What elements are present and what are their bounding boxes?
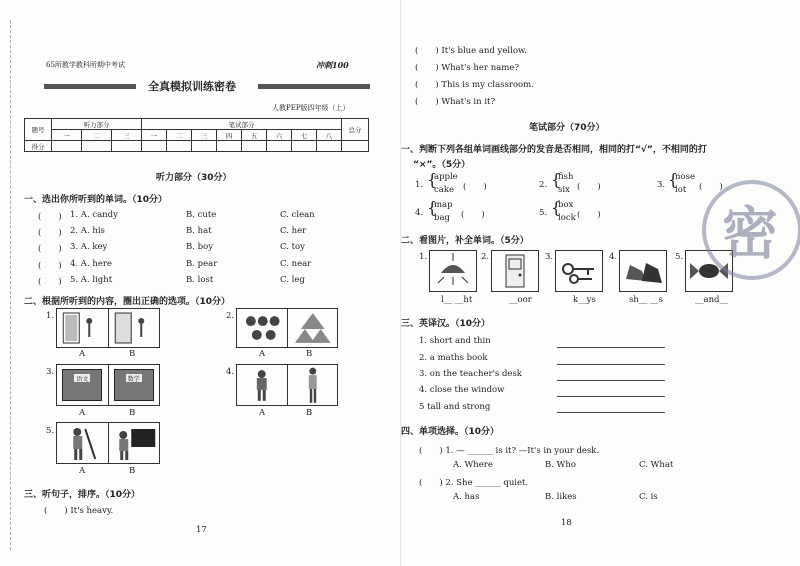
title-bar-right — [258, 84, 370, 89]
score-cell[interactable] — [142, 141, 167, 152]
keys-picture — [555, 250, 603, 292]
label-a: A — [259, 349, 266, 359]
book-label-chinese: 语文 — [76, 376, 89, 383]
label-a: A — [79, 466, 86, 476]
label-b: B — [306, 408, 313, 418]
score-cell[interactable] — [112, 141, 142, 152]
pair-word: bag — [434, 213, 450, 223]
pair-word: six — [558, 185, 570, 195]
right-page — [400, 0, 800, 566]
s2-num: 2. — [226, 311, 235, 321]
door-closed-picture[interactable] — [109, 309, 160, 347]
mc-option[interactable]: A. has — [453, 492, 480, 502]
pair-word: cake — [434, 185, 455, 195]
paper-title: 全真模拟训练密卷 — [148, 80, 236, 93]
shoes-picture — [619, 250, 667, 292]
s1-option-a: 4. A. here — [70, 259, 112, 269]
col-num: 八 — [317, 130, 342, 141]
s1-option-c: C. near — [280, 259, 312, 269]
pair-answer[interactable]: ( ) — [577, 182, 601, 192]
pair-num: 2. — [539, 180, 548, 190]
s1-option-c: C. leg — [280, 275, 305, 285]
label-b: B — [129, 408, 136, 418]
s2-pictures-4 — [236, 364, 338, 406]
blank-word[interactable]: __oor — [509, 295, 532, 305]
score-cell[interactable] — [242, 141, 267, 152]
exam-source: 65所教学教科所期中考试 — [46, 61, 125, 69]
col-title: 题号 — [25, 119, 52, 141]
pair-word: map — [434, 200, 453, 210]
s1-option-b: B. pear — [186, 259, 218, 269]
s1-option-c: C. clean — [280, 210, 315, 220]
s1-option-c: C. toy — [280, 242, 305, 252]
door-icon — [492, 251, 538, 291]
edition-label: 人教PEP版四年级（上） — [272, 104, 350, 112]
page-number: 17 — [196, 525, 207, 535]
col-num: 一 — [142, 130, 167, 141]
s3-item[interactable]: ( ) It's heavy. — [44, 506, 114, 516]
section1-title: 一、选出你所听到的单词。（10分） — [24, 195, 168, 205]
s2-num: 5. — [46, 426, 55, 436]
answer-line[interactable] — [557, 380, 665, 381]
s1-paren[interactable]: ( ) — [38, 212, 62, 222]
w-section2-title: 二、看图片，补全单词。（5分） — [401, 236, 529, 246]
label-a: A — [259, 408, 266, 418]
w-section4-title: 四、单项选择。（10分） — [401, 427, 500, 437]
score-cell[interactable] — [52, 141, 82, 152]
blank-word[interactable]: l__ __ht — [441, 295, 473, 305]
pair-num: 3. — [657, 180, 666, 190]
score-cell[interactable] — [267, 141, 292, 152]
order-item[interactable]: ( ) What's her name? — [415, 63, 519, 73]
light-picture — [429, 250, 477, 292]
section3-title: 三、听句子，排序。（10分） — [24, 490, 141, 500]
pair-word: lock — [558, 213, 576, 223]
pair-word: nose — [675, 172, 695, 182]
shoes-icon — [620, 251, 666, 291]
cleaning-picture[interactable] — [57, 423, 109, 463]
answer-line[interactable] — [557, 347, 665, 348]
label-b: B — [306, 349, 313, 359]
score-cell[interactable] — [292, 141, 317, 152]
s1-paren[interactable]: ( ) — [38, 244, 62, 254]
s1-option-a: 3. A. key — [70, 242, 108, 252]
brace-glyph: { — [427, 198, 438, 217]
pair-answer[interactable]: ( ) — [463, 182, 487, 192]
mc-option[interactable]: A. Where — [453, 460, 493, 470]
score-cell[interactable] — [317, 141, 342, 152]
brace-glyph: { — [551, 170, 562, 189]
listening-section-title: 听力部分（30分） — [156, 173, 232, 183]
chinese-book-picture[interactable] — [57, 365, 109, 405]
brace-glyph: { — [668, 170, 679, 189]
col-num: 七 — [292, 130, 317, 141]
order-item[interactable]: ( ) What's in it? — [415, 97, 496, 107]
answer-line[interactable] — [557, 412, 665, 413]
score-cell[interactable] — [167, 141, 192, 152]
label-b: B — [129, 466, 136, 476]
s2r-num: 1. — [419, 252, 428, 262]
s2r-num: 5. — [675, 252, 684, 262]
pair-num: 5. — [539, 208, 548, 218]
score-cell[interactable] — [217, 141, 242, 152]
pair-answer[interactable]: ( ) — [699, 182, 723, 192]
score-cell[interactable] — [192, 141, 217, 152]
col-num: 五 — [242, 130, 267, 141]
col-num: 六 — [267, 130, 292, 141]
s1-paren[interactable]: ( ) — [38, 261, 62, 271]
s1-option-a: 1. A. candy — [70, 210, 118, 220]
keys-icon — [556, 251, 602, 291]
pair-num: 4. — [415, 208, 424, 218]
blank-word[interactable]: k__ys — [573, 295, 596, 305]
short-boy-picture[interactable] — [237, 365, 288, 405]
order-item[interactable]: ( ) This is my classroom. — [415, 80, 534, 90]
label-a: A — [79, 408, 86, 418]
score-cell[interactable] — [342, 141, 369, 152]
door-open-picture[interactable] — [57, 309, 109, 347]
written-section-title: 笔试部分（70分） — [529, 123, 605, 133]
light-icon — [430, 251, 476, 291]
s1-option-b: B. cute — [186, 210, 217, 220]
s1-option-a: 5. A. light — [70, 275, 113, 285]
blackboard-picture[interactable] — [109, 423, 160, 463]
s2-pictures-3 — [56, 364, 160, 406]
s2r-num: 4. — [609, 252, 618, 262]
w-section1-title-cont: “×”。（5分） — [413, 160, 471, 170]
col-num: 三 — [112, 130, 142, 141]
s2r-num: 3. — [545, 252, 554, 262]
title-bar-left — [44, 84, 136, 89]
listening-header: 听力部分 — [52, 119, 142, 130]
col-num: 一 — [52, 130, 82, 141]
mc-option[interactable]: B. Who — [545, 460, 576, 470]
s1-paren[interactable]: ( ) — [38, 277, 62, 287]
mc-option[interactable]: B. likes — [545, 492, 577, 502]
translate-item: 2. a maths book — [419, 353, 488, 363]
pair-word: apple — [434, 172, 458, 182]
tall-boy-picture[interactable] — [288, 365, 338, 405]
brand-logo: 冲刺100 — [316, 60, 349, 70]
s2-pictures-2 — [236, 308, 338, 348]
s1-option-a: 2. A. his — [70, 226, 105, 236]
pair-word: fish — [558, 172, 574, 182]
book-label-maths: 数学 — [127, 376, 140, 383]
blank-word[interactable]: __and__ — [695, 295, 728, 305]
pair-word: lot — [675, 185, 687, 195]
pair-answer[interactable]: ( ) — [461, 210, 485, 220]
fans-picture[interactable] — [237, 309, 288, 347]
s2-pictures-5 — [56, 422, 160, 464]
mc-option[interactable]: C. is — [639, 492, 658, 502]
w-section1-title: 一、判断下列各组单词画线部分的发音是否相同，相同的打“√”，不相同的打 — [401, 145, 707, 155]
s1-paren[interactable]: ( ) — [38, 228, 62, 238]
s2r-num: 2. — [481, 252, 490, 262]
blank-word[interactable]: sh__ __s — [629, 295, 663, 305]
translate-item: 4. close the window — [419, 385, 505, 395]
w-section3-title: 三、英译汉。（10分） — [401, 319, 491, 329]
mc-option[interactable]: C. What — [639, 460, 674, 470]
label-a: A — [79, 349, 86, 359]
col-num: 二 — [82, 130, 112, 141]
confidential-stamp-char: 密 — [722, 202, 778, 267]
score-cell[interactable] — [82, 141, 112, 152]
translate-item: 3. on the teacher's desk — [419, 369, 522, 379]
door-picture — [491, 250, 539, 292]
s1-option-c: C. her — [280, 226, 307, 236]
s2-pictures-1 — [56, 308, 160, 348]
triangles-picture[interactable] — [288, 309, 338, 347]
maths-book-picture[interactable] — [109, 365, 160, 405]
s1-option-b: B. boy — [186, 242, 214, 252]
total-header: 总分 — [342, 119, 369, 141]
s1-option-b: B. hat — [186, 226, 212, 236]
s2-num: 3. — [46, 367, 55, 377]
row-score: 得分 — [25, 141, 52, 152]
section2-title: 二、根据所听到的内容，圈出正确的选项。（10分） — [24, 297, 231, 307]
mc-question[interactable]: ( ) 2. She ______ quiet. — [419, 478, 529, 488]
binding-margin — [10, 20, 11, 550]
writing-header: 笔试部分 — [142, 119, 342, 130]
col-num: 三 — [192, 130, 217, 141]
col-num: 二 — [167, 130, 192, 141]
translate-item: 1. short and thin — [419, 336, 491, 346]
s2-num: 1. — [46, 311, 55, 321]
pair-word: box — [558, 200, 574, 210]
s1-option-b: B. lost — [186, 275, 214, 285]
order-item[interactable]: ( ) It's blue and yellow. — [415, 46, 527, 56]
page-number: 18 — [561, 518, 572, 528]
brace-glyph: { — [551, 198, 562, 217]
answer-line[interactable] — [557, 396, 665, 397]
label-b: B — [129, 349, 136, 359]
pair-num: 1. — [415, 180, 424, 190]
mc-question[interactable]: ( ) 1. — ______ is it? —It's in your desk. — [419, 446, 600, 456]
s2-num: 4. — [226, 367, 235, 377]
score-table — [24, 118, 369, 152]
brace-glyph: { — [427, 170, 438, 189]
col-num: 四 — [217, 130, 242, 141]
answer-line[interactable] — [557, 364, 665, 365]
translate-item: 5 tall and strong — [419, 402, 491, 412]
pair-answer[interactable]: ( ) — [577, 210, 601, 220]
